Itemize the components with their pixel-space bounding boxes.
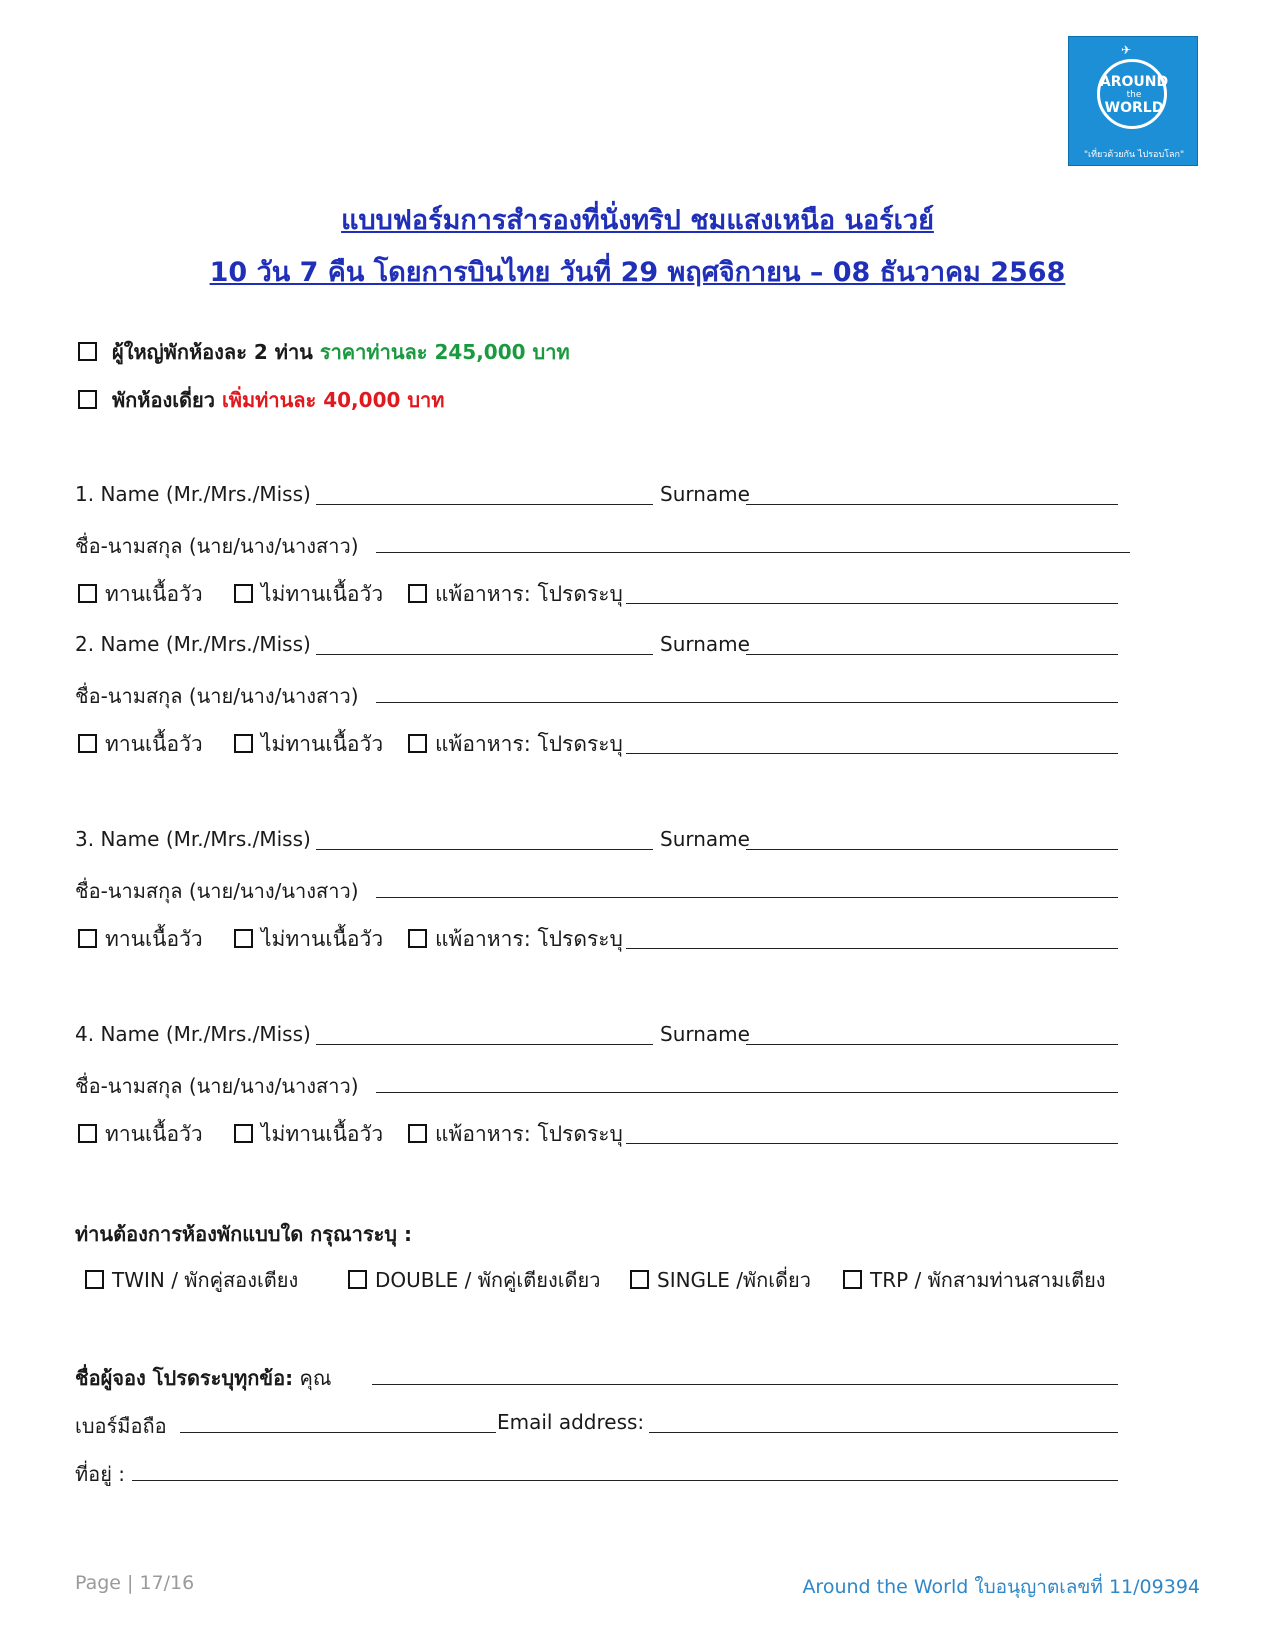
address-label: ที่อยู่ : [75, 1462, 126, 1486]
room-double-label: DOUBLE / พักคู่เตียงเดียว [375, 1268, 601, 1292]
traveler-2-name-field[interactable] [316, 654, 653, 655]
traveler-2-thai-name-label: ชื่อ-นามสกุล (นาย/นาง/นางสาว) [75, 684, 359, 708]
address-field[interactable] [132, 1480, 1118, 1481]
traveler-2-surname-label: Surname [660, 632, 750, 656]
room-twin-checkbox[interactable] [85, 1270, 104, 1289]
traveler-block-2 [0, 632, 1275, 772]
traveler-4-no-beef [234, 1118, 383, 1151]
traveler-4-allergy [408, 1118, 623, 1151]
license-footer: Around the World ใบอนุญาตเลขที่ 11/09394 [802, 1576, 1200, 1598]
room-triple [843, 1264, 1106, 1296]
traveler-4-allergy-label: แพ้อาหาร: โปรดระบุ [435, 1122, 623, 1146]
traveler-2-allergy-field[interactable] [626, 753, 1118, 754]
traveler-1-name-text: Name (Mr./Mrs./Miss) [100, 482, 311, 506]
option-single-label: พักห้องเดี่ยว [111, 388, 215, 412]
room-single-checkbox[interactable] [630, 1270, 649, 1289]
traveler-block-1 [0, 482, 1275, 622]
traveler-1-thai-name-label: ชื่อ-นามสกุล (นาย/นาง/นางสาว) [75, 534, 359, 558]
booker-name-field[interactable] [372, 1384, 1118, 1385]
mobile-field[interactable] [180, 1432, 496, 1433]
option-single-checkbox[interactable] [78, 390, 97, 409]
option-single-price: เพิ่มท่านละ 40,000 บาท [221, 388, 445, 412]
traveler-3-name-text: Name (Mr./Mrs./Miss) [100, 827, 311, 851]
traveler-block-3 [0, 827, 1275, 967]
option-single [78, 384, 444, 416]
traveler-3-no-beef-checkbox[interactable] [234, 929, 253, 948]
traveler-4-surname-field[interactable] [746, 1044, 1118, 1045]
traveler-4-name-text: Name (Mr./Mrs./Miss) [100, 1022, 311, 1046]
traveler-4-beef-checkbox[interactable] [78, 1124, 97, 1143]
traveler-3-beef-label: ทานเนื้อวัว [105, 927, 203, 951]
traveler-1-surname-label: Surname [660, 482, 750, 506]
traveler-2-allergy-checkbox[interactable] [408, 734, 427, 753]
traveler-1-number: 1. [75, 482, 95, 506]
form-title: แบบฟอร์มการสำรองที่นั่งทริป ชมแสงเหนือ นอร์เวย์ [341, 205, 934, 236]
traveler-1-allergy-field[interactable] [626, 603, 1118, 604]
traveler-3-beef-checkbox[interactable] [78, 929, 97, 948]
traveler-3-thai-name-field[interactable] [376, 897, 1118, 898]
traveler-3-allergy-label: แพ้อาหาร: โปรดระบุ [435, 927, 623, 951]
traveler-4-number: 4. [75, 1022, 95, 1046]
booker-title-prefix: คุณ [299, 1366, 332, 1390]
booker-row [75, 1362, 331, 1394]
company-logo [1068, 36, 1198, 166]
traveler-3-name-label [75, 827, 311, 851]
room-single [630, 1264, 811, 1296]
traveler-4-no-beef-label: ไม่ทานเนื้อวัว [261, 1122, 384, 1146]
form-subtitle: 10 วัน 7 คืน โดยการบินไทย วันที่ 29 พฤศจิกายน – 08 ธันวาคม 2568 [209, 257, 1066, 288]
room-double [348, 1264, 601, 1296]
room-twin-label: TWIN / พักคู่สองเตียง [112, 1268, 299, 1292]
traveler-3-surname-field[interactable] [746, 849, 1118, 850]
logo-line-2: the [1126, 90, 1142, 100]
traveler-1-name-label [75, 482, 311, 506]
room-triple-label: TRP / พักสามท่านสามเตียง [870, 1268, 1106, 1292]
traveler-4-surname-label: Surname [660, 1022, 750, 1046]
traveler-3-number: 3. [75, 827, 95, 851]
booker-label: ชื่อผู้จอง โปรดระบุทุกข้อ: [75, 1366, 294, 1390]
room-single-label: SINGLE /พักเดี่ยว [657, 1268, 811, 1292]
traveler-4-beef-label: ทานเนื้อวัว [105, 1122, 203, 1146]
traveler-3-name-field[interactable] [316, 849, 653, 850]
room-twin [85, 1264, 298, 1296]
traveler-3-surname-label: Surname [660, 827, 750, 851]
room-type-question: ท่านต้องการห้องพักแบบใด กรุณาระบุ : [75, 1222, 412, 1246]
traveler-2-allergy [408, 728, 623, 761]
traveler-1-no-beef-checkbox[interactable] [234, 584, 253, 603]
page-number: Page | 17/16 [75, 1572, 195, 1594]
traveler-4-allergy-field[interactable] [626, 1143, 1118, 1144]
mobile-label: เบอร์มือถือ [75, 1414, 167, 1438]
traveler-1-allergy [408, 578, 623, 611]
traveler-2-beef-checkbox[interactable] [78, 734, 97, 753]
option-twin-share-label: ผู้ใหญ่พักห้องละ 2 ท่าน [111, 340, 313, 364]
traveler-2-no-beef [234, 728, 383, 761]
traveler-3-allergy-field[interactable] [626, 948, 1118, 949]
traveler-block-4 [0, 1022, 1275, 1162]
traveler-2-beef [78, 728, 203, 761]
traveler-4-no-beef-checkbox[interactable] [234, 1124, 253, 1143]
traveler-2-name-text: Name (Mr./Mrs./Miss) [100, 632, 311, 656]
room-triple-checkbox[interactable] [843, 1270, 862, 1289]
traveler-2-no-beef-checkbox[interactable] [234, 734, 253, 753]
email-field[interactable] [649, 1432, 1118, 1433]
traveler-1-surname-field[interactable] [746, 504, 1118, 505]
traveler-3-allergy-checkbox[interactable] [408, 929, 427, 948]
email-label: Email address: [497, 1410, 645, 1434]
traveler-1-thai-name-field[interactable] [376, 552, 1130, 553]
traveler-1-beef-checkbox[interactable] [78, 584, 97, 603]
traveler-3-beef [78, 923, 203, 956]
traveler-3-no-beef-label: ไม่ทานเนื้อวัว [261, 927, 384, 951]
airplane-icon: ✈ [1121, 43, 1132, 57]
traveler-1-beef [78, 578, 203, 611]
option-twin-share [78, 336, 570, 368]
traveler-1-no-beef-label: ไม่ทานเนื้อวัว [261, 582, 384, 606]
traveler-1-allergy-label: แพ้อาหาร: โปรดระบุ [435, 582, 623, 606]
traveler-2-beef-label: ทานเนื้อวัว [105, 732, 203, 756]
traveler-2-number: 2. [75, 632, 95, 656]
option-twin-share-checkbox[interactable] [78, 342, 97, 361]
traveler-4-allergy-checkbox[interactable] [408, 1124, 427, 1143]
traveler-3-thai-name-label: ชื่อ-นามสกุล (นาย/นาง/นางสาว) [75, 879, 359, 903]
logo-tagline: "เที่ยวด้วยกัน ไปรอบโลก" [1083, 150, 1185, 160]
traveler-4-beef [78, 1118, 203, 1151]
traveler-4-name-field[interactable] [316, 1044, 653, 1045]
traveler-2-allergy-label: แพ้อาหาร: โปรดระบุ [435, 732, 623, 756]
traveler-4-thai-name-label: ชื่อ-นามสกุล (นาย/นาง/นางสาว) [75, 1074, 359, 1098]
traveler-4-name-label [75, 1022, 311, 1046]
traveler-1-no-beef [234, 578, 383, 611]
logo-line-1: AROUND [1099, 74, 1169, 90]
room-double-checkbox[interactable] [348, 1270, 367, 1289]
logo-line-3: WORLD [1104, 100, 1164, 116]
traveler-2-no-beef-label: ไม่ทานเนื้อวัว [261, 732, 384, 756]
traveler-1-beef-label: ทานเนื้อวัว [105, 582, 203, 606]
traveler-2-thai-name-field[interactable] [376, 702, 1118, 703]
traveler-2-name-label [75, 632, 311, 656]
traveler-4-thai-name-field[interactable] [376, 1092, 1118, 1093]
traveler-2-surname-field[interactable] [746, 654, 1118, 655]
traveler-1-name-field[interactable] [316, 504, 653, 505]
traveler-1-allergy-checkbox[interactable] [408, 584, 427, 603]
traveler-3-allergy [408, 923, 623, 956]
option-twin-share-price: ราคาท่านละ 245,000 บาท [319, 340, 570, 364]
traveler-3-no-beef [234, 923, 383, 956]
